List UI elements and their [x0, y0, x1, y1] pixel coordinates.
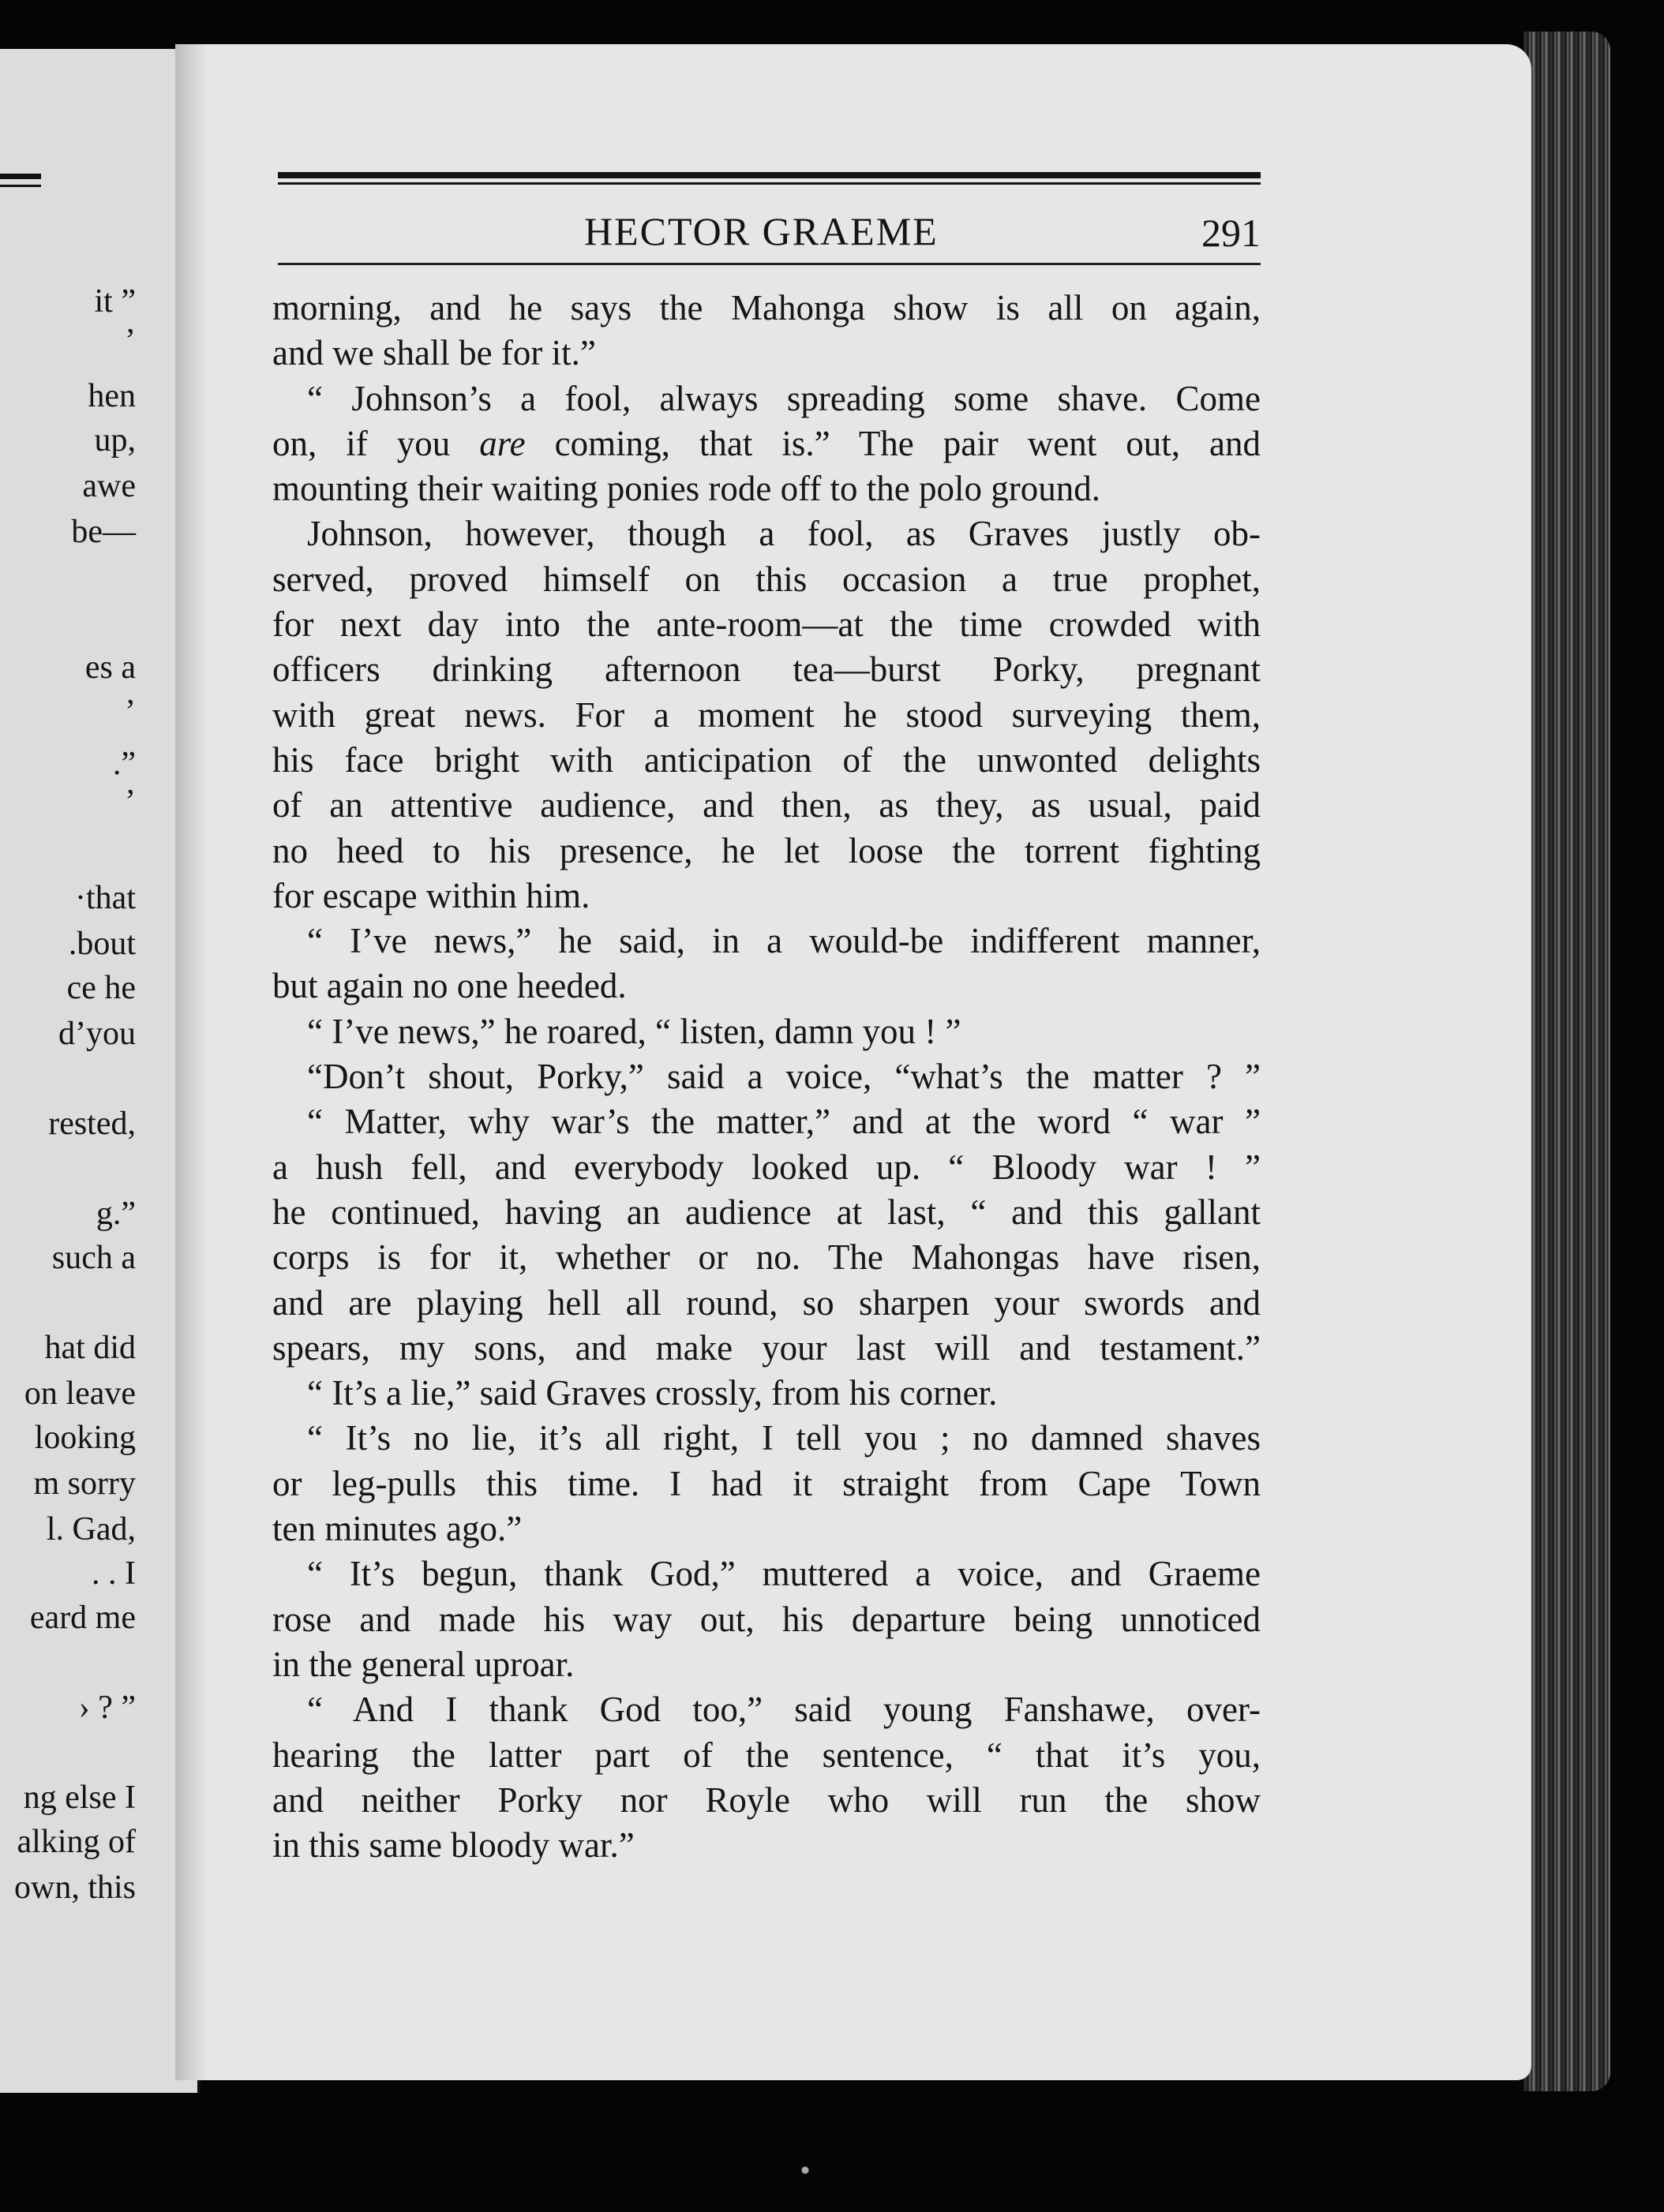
header-rule-thin [278, 182, 1261, 185]
text-line: and are playing hell all round, so sharpen your swords and [272, 1282, 1261, 1323]
body-text [272, 286, 1261, 1868]
left-line: hat did [44, 1330, 136, 1366]
text-line: in the general uproar. [272, 1644, 575, 1684]
text-line: his face bright with anticipation of the unwonted delights [272, 739, 1261, 780]
text-line: corps is for it, whether or no. The Mahongas have risen, [272, 1237, 1261, 1278]
text-line: “ It’s begun, thank God,” muttered a voice, and Graeme [307, 1554, 1261, 1594]
left-line: g.” [96, 1196, 136, 1232]
left-header-rule [0, 174, 41, 179]
left-line: ·that [75, 880, 136, 916]
text-line: a hush fell, and everybody looked up. “ Bloody war ! ” [272, 1147, 1261, 1187]
left-line: › ? ” [78, 1690, 136, 1726]
left-line: .” [112, 746, 136, 782]
left-line: m sorry [33, 1465, 136, 1502]
text-line: “ And I thank God too,” said young Fanshawe, over- [307, 1690, 1261, 1730]
text-line: hearing the latter part of the sentence, “ that it’s you, [272, 1735, 1261, 1775]
header-rule [278, 172, 1261, 178]
text-line: with great news. For a moment he stood surveying them, [272, 694, 1261, 735]
text-line: spears, my sons, and make your last will and testament.” [272, 1327, 1261, 1368]
text-line: and neither Porky nor Royle who will run the show [272, 1780, 1261, 1820]
text-line: no heed to his presence, he let loose the torrent fighting [272, 830, 1261, 870]
left-line: be— [71, 514, 136, 550]
page-number: 291 [1201, 211, 1261, 255]
left-line: up, [94, 422, 136, 458]
text-fragment: coming, that is.” The pair went out, and [554, 423, 1261, 463]
text-line: “Don’t shout, Porky,” said a voice, “what’s the matter ? ” [307, 1057, 1261, 1097]
left-line: it ” [94, 283, 136, 320]
text-line: served, proved himself on this occasion a true prophet, [272, 559, 1261, 599]
text-line: rose and made his way out, his departure being unnoticed [272, 1599, 1261, 1639]
scan-speck [789, 2162, 821, 2178]
left-line: eard me [29, 1600, 136, 1636]
left-line: . . I [92, 1555, 136, 1592]
left-line: ce he [66, 970, 136, 1006]
left-line: alking of [17, 1824, 136, 1860]
text-line: in this same bloody war.” [272, 1825, 635, 1866]
text-line: “ I’ve news,” he said, in a would-be indifferent manner, [307, 921, 1261, 961]
text-line: for escape within him. [272, 875, 590, 915]
text-line: mounting their waiting ponies rode off to the polo ground. [272, 469, 1101, 509]
left-line: own, this [13, 1870, 136, 1906]
left-line: rested, [48, 1106, 136, 1142]
left-line: ng else I [23, 1780, 136, 1816]
text-line: “ Matter, why war’s the matter,” and at the word “ war ” [307, 1102, 1261, 1142]
book-title: HECTOR GRAEME [584, 209, 939, 253]
text-line: for next day into the ante-room—at the time crowded with [272, 604, 1261, 645]
text-line: “ I’ve news,” he roared, “ listen, damn you ! ” [307, 1011, 961, 1051]
left-line: .bout [68, 926, 136, 962]
left-line: looking [34, 1420, 136, 1456]
left-line: ’ [125, 784, 136, 820]
text-line: ten minutes ago.” [272, 1509, 523, 1549]
gutter-shadow [175, 44, 207, 2080]
left-line: ’ [125, 694, 136, 730]
left-line: l. Gad, [46, 1511, 136, 1548]
italic-word: are [479, 423, 526, 463]
header-rule-lower [278, 263, 1261, 265]
left-line: d’you [58, 1016, 136, 1052]
text-line: Johnson, however, though a fool, as Graves justly ob- [307, 514, 1261, 554]
left-line: es a [84, 649, 136, 686]
left-line: such a [51, 1240, 136, 1276]
left-header-rule-thin [0, 185, 41, 187]
text-line: morning, and he says the Mahonga show is all on again, [272, 288, 1261, 327]
text-line: he continued, having an audience at last, “ and this gallant [272, 1192, 1261, 1232]
text-line: or leg-pulls this time. I had it straight from Cape Town [272, 1463, 1261, 1503]
left-line: hen [88, 378, 136, 414]
page-edges [1523, 32, 1610, 2091]
text-line: “ It’s no lie, it’s all right, I tell you ; no damned shaves [307, 1418, 1261, 1458]
text-line: of an attentive audience, and then, as they, as usual, paid [272, 785, 1261, 825]
left-line: on leave [24, 1375, 136, 1412]
text-line: “ Johnson’s a fool, always spreading some shave. Come [307, 378, 1261, 418]
left-page-fragment [0, 49, 201, 2093]
running-head [278, 204, 1261, 259]
left-line: awe [82, 468, 136, 504]
text-line: “ It’s a lie,” said Graves crossly, from his corner. [307, 1373, 998, 1413]
text-line: and we shall be for it.” [272, 333, 596, 373]
left-line: ’ [125, 323, 136, 359]
text-line [272, 421, 1261, 466]
text-fragment: on, if you [272, 423, 451, 463]
text-line: but again no one heeded. [272, 966, 627, 1006]
text-line: officers drinking afternoon tea—burst Porky, pregnant [272, 649, 1261, 690]
